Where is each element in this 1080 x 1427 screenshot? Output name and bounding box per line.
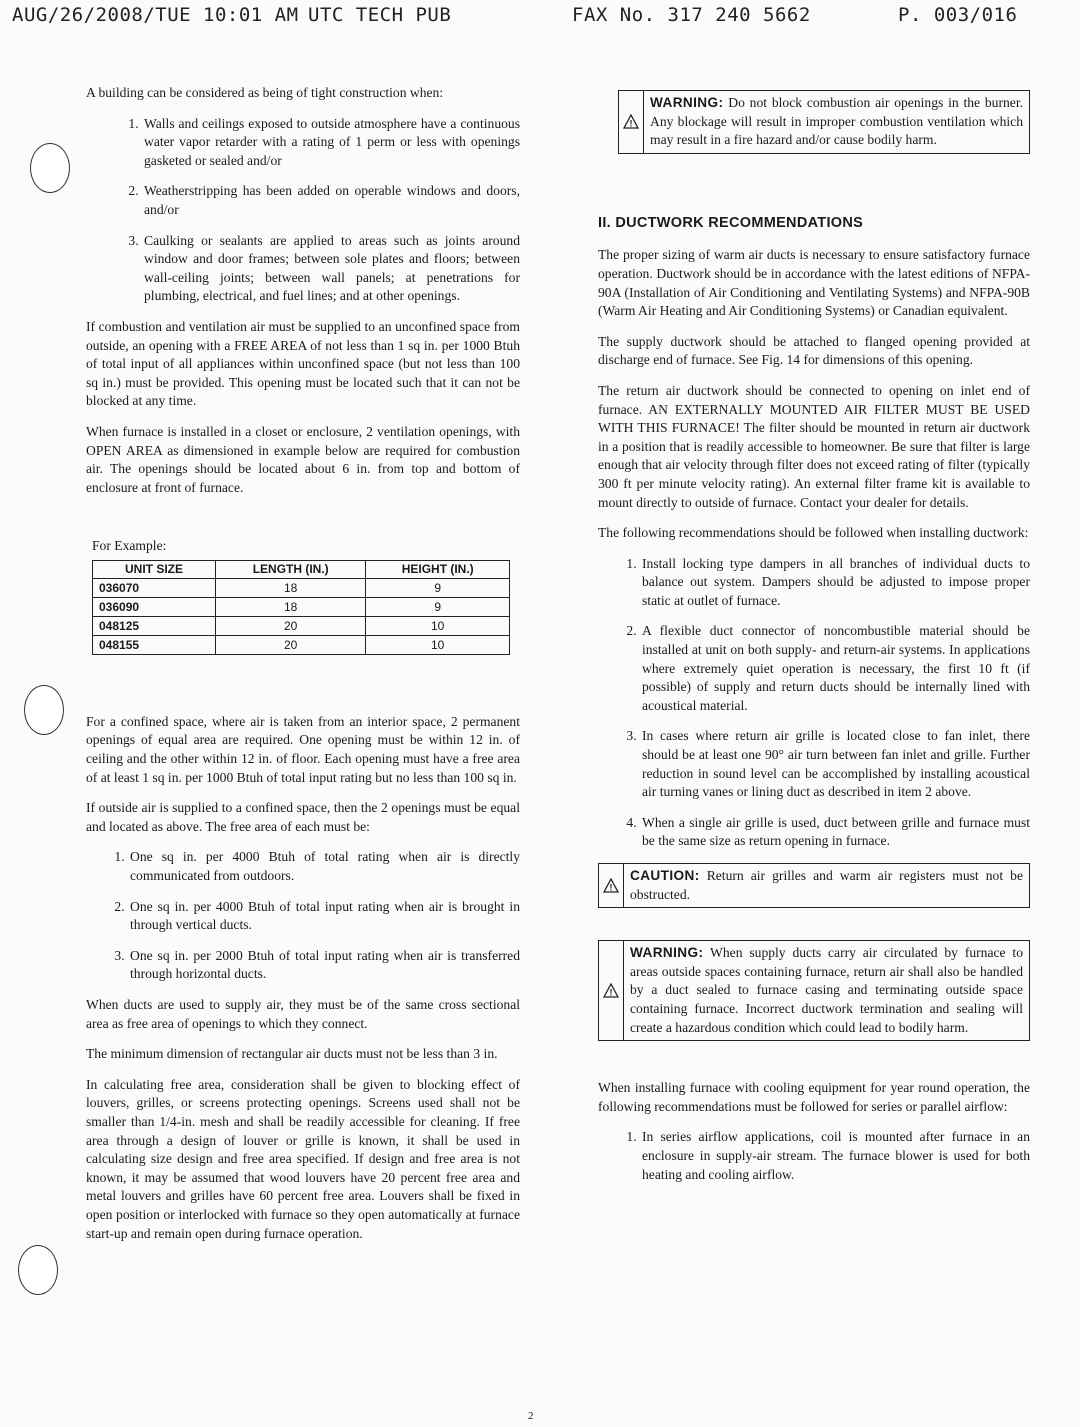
minimum-dimension-paragraph: The minimum dimension of rectangular air ducts must not be less than 3 in. <box>86 1046 498 1062</box>
svg-text:!: ! <box>629 118 633 129</box>
list-item: 3. One sq in. per 2000 Btuh of total input rating when air is transferred through horizontal ducts. <box>128 947 520 984</box>
supply-ductwork-paragraph: The supply ductwork should be attached to flanged opening provided at discharge end of furnace. See Fig. 14 for dimensions of this opening. <box>598 333 1030 368</box>
left-column <box>86 84 520 1255</box>
following-recommendations-paragraph: The following recommendations should be followed when installing ductwork: <box>598 525 1029 541</box>
unit-size-cell: 048125 <box>93 616 216 635</box>
warning-label: WARNING: <box>650 95 724 110</box>
length-cell: 18 <box>216 578 366 597</box>
column-header-unit-size: UNIT SIZE <box>93 560 216 578</box>
tight-construction-intro: A building can be considered as being of tight construction when: <box>86 85 444 100</box>
section-heading: II. DUCTWORK RECOMMENDATIONS <box>598 214 864 231</box>
column-header-height: HEIGHT (IN.) <box>366 560 510 578</box>
warning-text: Do not block combustion air openings in the burner. Any blockage will result in improper combustion ventilation which may result in a fire hazard and/or cause bodily harm. <box>650 95 1023 148</box>
punch-hole-icon <box>18 1245 58 1295</box>
ductwork-recommendations-list <box>598 555 1030 851</box>
height-cell: 10 <box>366 616 510 635</box>
list-item: 2. One sq in. per 4000 Btuh of total input rating when air is brought in through vertical ducts. <box>128 898 520 935</box>
caution-box <box>598 863 1030 908</box>
confined-space-paragraph: For a confined space, where air is taken from an interior space, 2 permanent openings of equal area are required. One opening must be within 12 in. of ceiling and the other within 12 in. of floor. Each opening must have a free area of at least 1 sq in. per 1000 Btuh of total input rating but no less than 100 sq in. <box>86 713 520 785</box>
height-cell: 10 <box>366 635 510 654</box>
unconfined-space-paragraph: If combustion and ventilation air must be supplied to an unconfined space from outside, an opening with a FREE AREA of not less than 1 sq in. per 1000 Btuh of total input of all appliances within unconfined space (but not less than 100 sq in.) must be provided. This opening must be located such that it can not be blocked at any time. <box>86 318 520 409</box>
cooling-equipment-paragraph: When installing furnace with cooling equipment for year round operation, the following recommendations must be followed for series or parallel airflow: <box>598 1080 1030 1114</box>
list-item: 1. Install locking type dampers in all branches of individual ducts to balance out system. Dampers should be adjusted to impose proper static at outlet of furnace. <box>640 555 1030 611</box>
fax-number: FAX No. 317 240 5662 <box>572 4 811 26</box>
list-item: 1. In series airflow applications, coil is mounted after furnace in an enclosure in supply-air stream. The furnace blower is used for both heating and cooling airflow. <box>640 1128 1030 1184</box>
list-item: 3. In cases where return air grille is located close to fan inlet, there should be at least one 90° air turn between fan inlet and grille. Further reduction in sound level can be accomplished by installing acoustical air turning vanes or lining duct as described in item 2 above. <box>640 727 1030 801</box>
unit-size-cell: 048155 <box>93 635 216 654</box>
height-cell: 9 <box>366 578 510 597</box>
table-row <box>93 616 510 635</box>
right-column <box>598 90 1030 1196</box>
height-cell: 9 <box>366 597 510 616</box>
caution-label: CAUTION: <box>630 868 700 883</box>
return-ductwork-paragraph: The return air ductwork should be connected to opening on inlet end of furnace. AN EXTERNALLY MOUNTED AIR FILTER MUST BE USED WITH THIS FURNACE! The filter should be mounted in return air ductwork in a position that is readily accessible to homeowner. Be sure that filter is large enough that air velocity through filter does not exceed rating of filter (typically 300 ft per minute velocity rating). An external filter frame kit is available to mount directly to outside of furnace. Contact your dealer for details. <box>598 382 1030 510</box>
column-header-length: LENGTH (IN.) <box>216 560 366 578</box>
cooling-airflow-list <box>598 1128 1030 1184</box>
length-cell: 20 <box>216 616 366 635</box>
fax-page: P. 003/016 <box>898 4 1018 26</box>
tight-construction-list <box>86 115 520 306</box>
punch-hole-icon <box>30 143 70 193</box>
warning-text: When supply ducts carry air circulated by furnace to areas outside spaces containing furnace, return air shall also be handled by a duct sealed to furnace casing and terminating outside space containing furnace. Incorrect ductwork termination and sealing will create a hazardous condition which could lead to bodily harm. <box>630 945 1023 1035</box>
outside-air-paragraph: If outside air is supplied to a confined space, then the 2 openings must be equal and located as above. The free area of each must be: <box>86 800 520 834</box>
svg-text:!: ! <box>609 882 613 893</box>
unit-size-cell: 036070 <box>93 578 216 597</box>
fax-date-time: AUG/26/2008/TUE 10:01 AM <box>12 4 299 26</box>
opening-size-table <box>92 560 510 655</box>
page-number: 2 <box>528 1410 534 1422</box>
warning-combustion-box <box>618 90 1030 154</box>
table-header-row <box>93 560 510 578</box>
warning-triangle-icon <box>603 983 619 998</box>
fax-header <box>0 4 1080 32</box>
list-item: 4. When a single air grille is used, duct between grille and furnace must be the same size as return opening in furnace. <box>640 814 1030 851</box>
warning-triangle-icon <box>603 878 619 893</box>
outside-air-list <box>86 848 520 984</box>
svg-text:!: ! <box>609 987 613 998</box>
table-row <box>93 578 510 597</box>
warning-supply-ducts-box <box>598 940 1030 1041</box>
length-cell: 20 <box>216 635 366 654</box>
warning-triangle-icon <box>623 114 639 129</box>
length-cell: 18 <box>216 597 366 616</box>
list-item: 3. Caulking or sealants are applied to areas such as joints around window and door frames; between sole plates and floors; between wall-ceiling joints; between wall panels; at penetrations for plumbing, electrical, and fuel lines; and at other openings. <box>142 232 520 306</box>
punch-hole-icon <box>24 685 64 735</box>
table-row <box>93 635 510 654</box>
warning-label: WARNING: <box>630 945 704 961</box>
fax-sender: UTC TECH PUB <box>308 4 452 26</box>
duct-sizing-paragraph: The proper sizing of warm air ducts is necessary to ensure satisfactory furnace operation. Ductwork should be in accordance with the latest editions of NFPA-90A (Installation of Air Conditioning and Ventilating Systems) and NFPA-90B (Warm Air Heating and Air Conditioning Systems) or Canadian equivalent. <box>598 247 1030 319</box>
closet-paragraph: When furnace is installed in a closet or enclosure, 2 ventilation openings, with OPEN AREA as dimensioned in example below are required for combustion air. The openings should be located about 6 in. from top and bottom of enclosure at front of furnace. <box>86 423 520 495</box>
list-item: 1. Walls and ceilings exposed to outside atmosphere have a continuous water vapor retarder with a rating of 1 perm or less with openings gasketed or sealed and/or <box>142 115 520 171</box>
louvers-paragraph: In calculating free area, consideration shall be given to blocking effect of louvers, grilles, or screens protecting openings. Screens used shall not be smaller than 1/4-in. mesh and shall be readily accessible for cleaning. If free area through a design of louver or grille is known, it shall be used in calculating size design and free area specified. If design and free area is not known, it may be assumed that wood louvers have 20 percent free area and metal louvers and grilles have 60 percent free area. Louvers shall be fixed in open position or interlocked with furnace so they open automatically at furnace start-up and remain open during furnace operation. <box>86 1076 520 1241</box>
duct-area-paragraph: When ducts are used to supply air, they must be of the same cross sectional area as free area of openings to which they connect. <box>86 997 520 1031</box>
caution-text: Return air grilles and warm air registers must not be obstructed. <box>630 868 1023 902</box>
list-item: 1. One sq in. per 4000 Btuh of total rating when air is directly communicated from outdoors. <box>128 848 520 885</box>
list-item: 2. Weatherstripping has been added on operable windows and doors, and/or <box>142 182 520 219</box>
table-row <box>93 597 510 616</box>
list-item: 2. A flexible duct connector of noncombustible material should be installed at unit on both supply- and return-air systems. In applications where extremely quiet operation is necessary, the first 10 ft (if possible) of supply and return ducts should be internally lined with acoustical material. <box>640 622 1030 715</box>
unit-size-cell: 036090 <box>93 597 216 616</box>
for-example-label: For Example: <box>92 538 167 554</box>
